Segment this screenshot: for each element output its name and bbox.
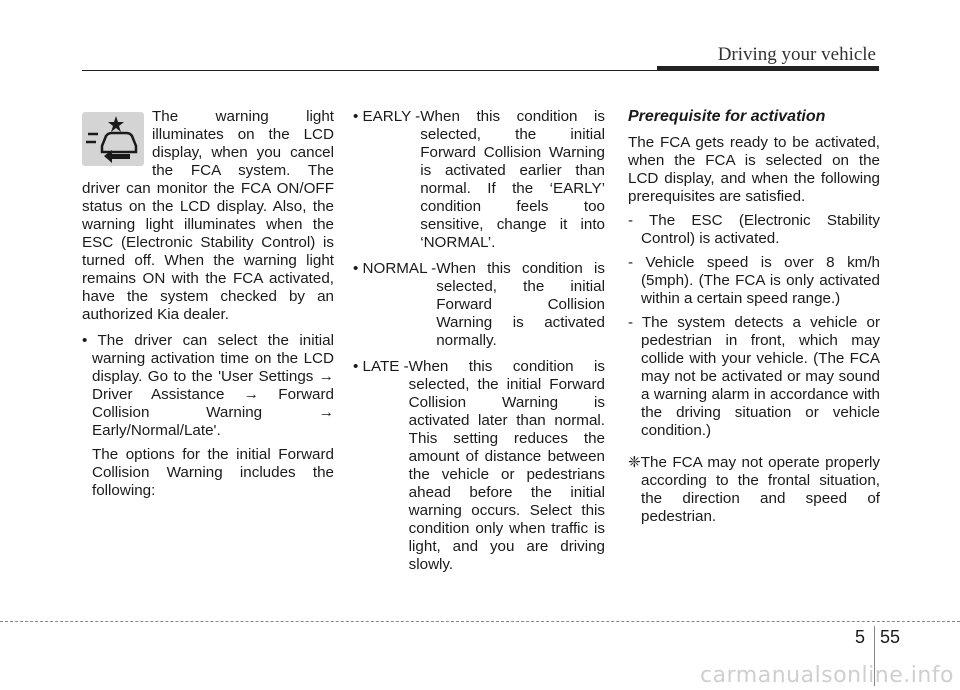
options-intro: The options for the initial Forward Collision Warning includes the following: [92, 446, 334, 499]
header-rule-thick [657, 66, 879, 71]
option-label: • NORMAL - [353, 260, 437, 277]
fca-warning-light-icon [82, 112, 144, 166]
watermark: carmanualsonline.info [700, 663, 954, 688]
section-number: 5 [855, 627, 866, 647]
option-early [353, 108, 605, 252]
page-number: 55 [880, 627, 901, 647]
prerequisite-item: - Vehicle speed is over 8 km/h (5mph). (The FCA is only activated within a certain speed range.) [628, 254, 880, 307]
column-left [82, 108, 334, 500]
prerequisite-intro: The FCA gets ready to be activated, when the FCA is selected on the LCD display, and when the following prerequisites are satisfied. [628, 134, 880, 205]
section-heading: Prerequisite for activation [628, 108, 826, 125]
column-right [628, 108, 880, 526]
option-description: When this condition is selected, the initial Forward Collision Warning is activated later than normal. This setting reduces the amount of distance between the vehicle or pedestrians ahead before the initial warning occurs. Select this condition only when traffic is light, and you are driving slowly. [408, 358, 605, 573]
header-rule [82, 70, 657, 71]
prerequisite-item: - The system detects a vehicle or pedestrian in front, which may collide with your vehicle. (The FCA may not be activated or may sound a warning alarm in accordance with the driving situation or vehicle condition.) [628, 314, 880, 439]
prerequisite-item: - The ESC (Electronic Stability Control) is activated. [628, 212, 880, 247]
intro-paragraph: The warning light illuminates on the LCD display, when you cancel the FCA system. The driver can monitor the FCA ON/OFF status on the LCD display. Also, the warning light illuminates when the ESC (Electronic Stability Control) is turned off. When the warning light remains ON with the FCA activated, have the system checked by an authorized Kia dealer. [82, 108, 334, 323]
option-label: • EARLY - [353, 108, 421, 125]
option-late [353, 358, 605, 574]
column-middle [353, 108, 605, 582]
option-label: • LATE - [353, 358, 409, 375]
option-normal [353, 260, 605, 350]
footer-rule [0, 621, 960, 622]
running-header: Driving your vehicle [717, 44, 876, 65]
select-timing-bullet: • The driver can select the initial warning activation time on the LCD display. Go to the 'User Settings → Driver Assistance → Forward Collision Warning → Early/Normal/Late'. [82, 332, 334, 439]
option-description: When this condition is selected, the initial Forward Collision Warning is activated normally. [436, 260, 605, 349]
note-paragraph: ❈The FCA may not operate properly according to the frontal situation, the direction and speed of pedestrian. [628, 454, 880, 525]
option-description: When this condition is selected, the initial Forward Collision Warning is activated earlier than normal. If the ‘EARLY’ condition feels too sensitive, change it into ‘NORMAL’. [420, 108, 605, 251]
